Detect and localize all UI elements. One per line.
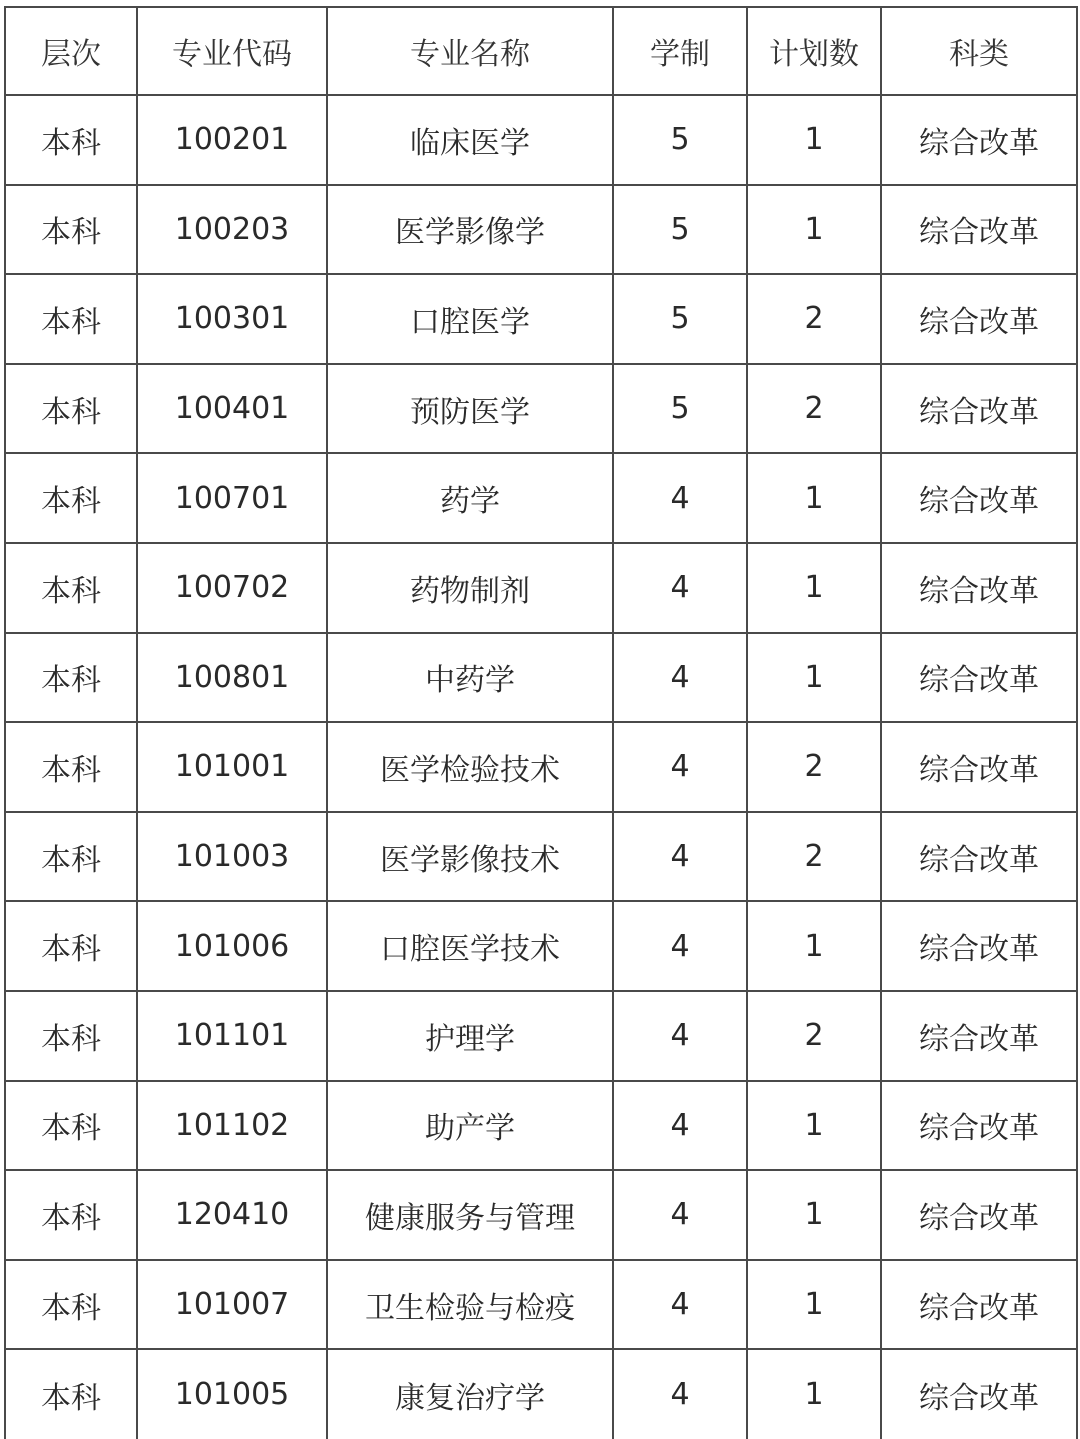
header-row (5, 7, 1077, 95)
cell-duration: 4 (613, 453, 747, 543)
cell-category: 综合改革 (881, 991, 1077, 1081)
table-row (5, 543, 1077, 633)
cell-plan-count: 1 (747, 633, 881, 723)
cell-duration: 4 (613, 1349, 747, 1439)
cell-category: 综合改革 (881, 274, 1077, 364)
cell-level: 本科 (5, 1260, 137, 1350)
cell-duration: 5 (613, 185, 747, 275)
header-level: 层次 (5, 7, 137, 95)
cell-level: 本科 (5, 185, 137, 275)
cell-plan-count: 1 (747, 543, 881, 633)
cell-duration: 4 (613, 901, 747, 991)
enrollment-plan-sheet (4, 6, 1076, 1439)
cell-major-name: 药学 (327, 453, 613, 543)
cell-plan-count: 1 (747, 1349, 881, 1439)
cell-category: 综合改革 (881, 185, 1077, 275)
cell-major-name: 预防医学 (327, 364, 613, 454)
cell-category: 综合改革 (881, 364, 1077, 454)
enrollment-plan-table (4, 6, 1078, 1439)
header-duration: 学制 (613, 7, 747, 95)
cell-major-name: 健康服务与管理 (327, 1170, 613, 1260)
cell-plan-count: 2 (747, 274, 881, 364)
cell-plan-count: 2 (747, 364, 881, 454)
cell-major-code: 100702 (137, 543, 327, 633)
cell-major-code: 101005 (137, 1349, 327, 1439)
table-row (5, 185, 1077, 275)
cell-level: 本科 (5, 95, 137, 185)
cell-plan-count: 1 (747, 1081, 881, 1171)
cell-major-code: 101007 (137, 1260, 327, 1350)
cell-major-code: 120410 (137, 1170, 327, 1260)
cell-category: 综合改革 (881, 1170, 1077, 1260)
cell-major-name: 康复治疗学 (327, 1349, 613, 1439)
cell-duration: 4 (613, 543, 747, 633)
table-row (5, 1081, 1077, 1171)
cell-level: 本科 (5, 453, 137, 543)
table-row (5, 633, 1077, 723)
cell-duration: 4 (613, 991, 747, 1081)
table-row (5, 1260, 1077, 1350)
cell-plan-count: 1 (747, 95, 881, 185)
cell-category: 综合改革 (881, 633, 1077, 723)
cell-level: 本科 (5, 991, 137, 1081)
cell-major-code: 101006 (137, 901, 327, 991)
cell-level: 本科 (5, 633, 137, 723)
cell-major-name: 医学影像学 (327, 185, 613, 275)
cell-category: 综合改革 (881, 812, 1077, 902)
cell-category: 综合改革 (881, 453, 1077, 543)
cell-plan-count: 1 (747, 901, 881, 991)
cell-duration: 5 (613, 274, 747, 364)
cell-category: 综合改革 (881, 722, 1077, 812)
table-row (5, 453, 1077, 543)
cell-plan-count: 1 (747, 1170, 881, 1260)
table-row (5, 95, 1077, 185)
cell-major-code: 100201 (137, 95, 327, 185)
cell-major-code: 101001 (137, 722, 327, 812)
cell-major-name: 助产学 (327, 1081, 613, 1171)
cell-duration: 5 (613, 364, 747, 454)
cell-duration: 4 (613, 722, 747, 812)
cell-level: 本科 (5, 901, 137, 991)
cell-duration: 4 (613, 1081, 747, 1171)
cell-level: 本科 (5, 543, 137, 633)
cell-plan-count: 1 (747, 1260, 881, 1350)
header-major-code: 专业代码 (137, 7, 327, 95)
cell-level: 本科 (5, 1349, 137, 1439)
cell-major-name: 护理学 (327, 991, 613, 1081)
cell-level: 本科 (5, 1081, 137, 1171)
cell-major-name: 医学检验技术 (327, 722, 613, 812)
cell-plan-count: 2 (747, 722, 881, 812)
cell-level: 本科 (5, 722, 137, 812)
table-row (5, 722, 1077, 812)
cell-major-name: 医学影像技术 (327, 812, 613, 902)
cell-plan-count: 2 (747, 812, 881, 902)
cell-plan-count: 1 (747, 185, 881, 275)
cell-category: 综合改革 (881, 1081, 1077, 1171)
cell-major-code: 101003 (137, 812, 327, 902)
cell-duration: 4 (613, 1260, 747, 1350)
header-major-name: 专业名称 (327, 7, 613, 95)
cell-major-name: 临床医学 (327, 95, 613, 185)
table-row (5, 274, 1077, 364)
cell-major-code: 100801 (137, 633, 327, 723)
cell-category: 综合改革 (881, 95, 1077, 185)
cell-plan-count: 1 (747, 453, 881, 543)
cell-duration: 4 (613, 812, 747, 902)
cell-major-name: 药物制剂 (327, 543, 613, 633)
table-body (5, 95, 1077, 1439)
cell-major-code: 100203 (137, 185, 327, 275)
cell-major-name: 口腔医学 (327, 274, 613, 364)
table-row (5, 1349, 1077, 1439)
cell-duration: 4 (613, 1170, 747, 1260)
cell-level: 本科 (5, 364, 137, 454)
cell-plan-count: 2 (747, 991, 881, 1081)
cell-category: 综合改革 (881, 543, 1077, 633)
cell-major-name: 中药学 (327, 633, 613, 723)
cell-category: 综合改革 (881, 1349, 1077, 1439)
cell-level: 本科 (5, 274, 137, 364)
cell-duration: 5 (613, 95, 747, 185)
cell-major-code: 101101 (137, 991, 327, 1081)
cell-major-code: 100701 (137, 453, 327, 543)
header-plan-count: 计划数 (747, 7, 881, 95)
cell-level: 本科 (5, 1170, 137, 1260)
cell-major-code: 101102 (137, 1081, 327, 1171)
cell-level: 本科 (5, 812, 137, 902)
cell-major-name: 卫生检验与检疫 (327, 1260, 613, 1350)
cell-major-code: 100401 (137, 364, 327, 454)
cell-major-name: 口腔医学技术 (327, 901, 613, 991)
table-row (5, 364, 1077, 454)
table-row (5, 901, 1077, 991)
cell-category: 综合改革 (881, 901, 1077, 991)
header-category: 科类 (881, 7, 1077, 95)
table-row (5, 991, 1077, 1081)
table-row (5, 812, 1077, 902)
cell-duration: 4 (613, 633, 747, 723)
cell-category: 综合改革 (881, 1260, 1077, 1350)
cell-major-code: 100301 (137, 274, 327, 364)
table-row (5, 1170, 1077, 1260)
